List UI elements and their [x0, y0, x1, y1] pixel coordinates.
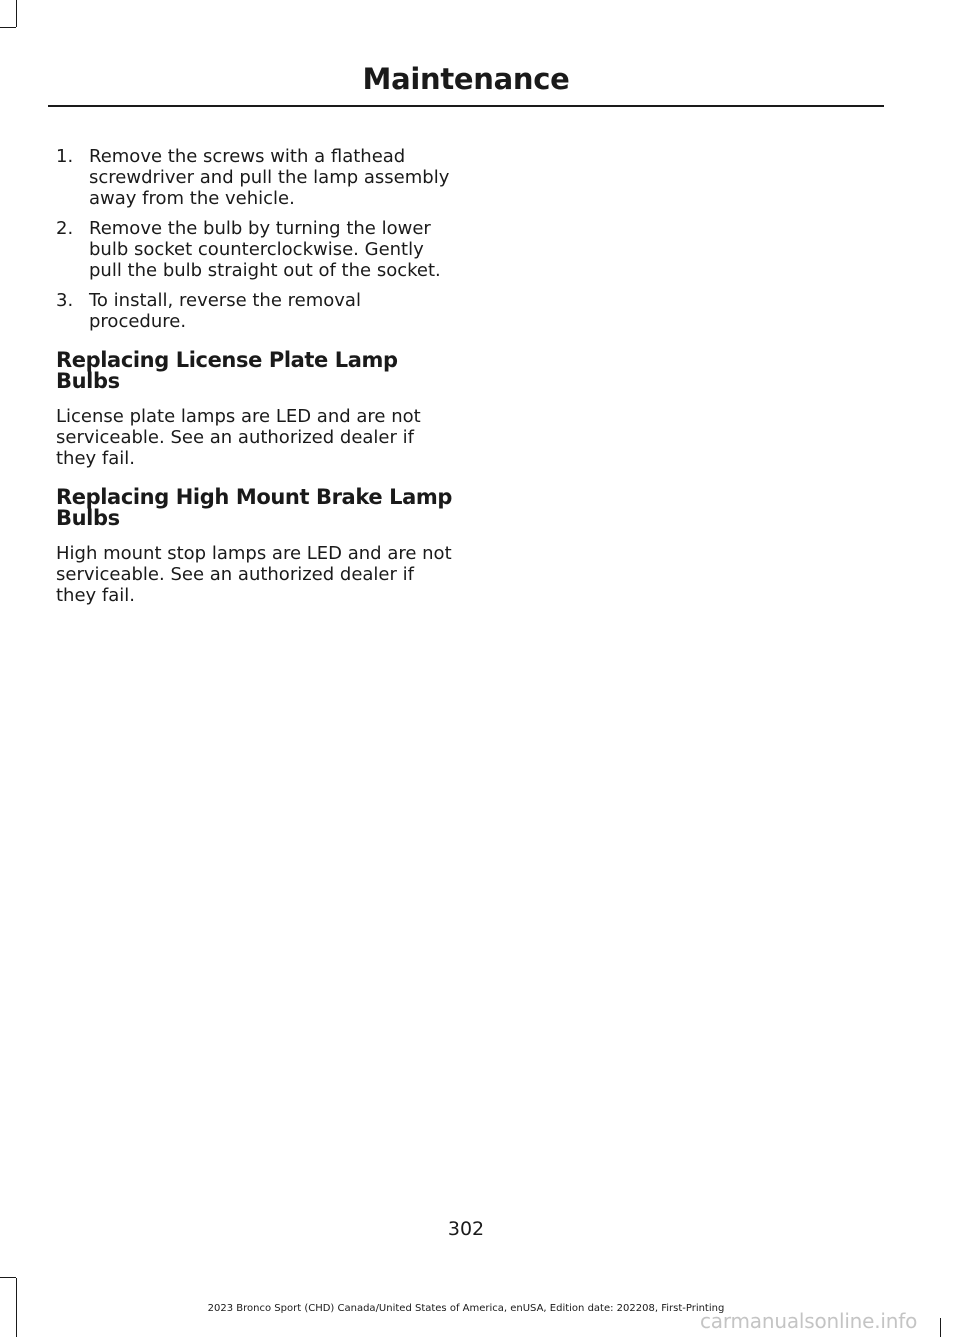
- section-heading-license-plate: Replacing License Plate Lamp Bulbs: [56, 348, 398, 393]
- crop-mark: [16, 0, 17, 27]
- list-item: [56, 146, 456, 209]
- crop-mark: [940, 1318, 941, 1337]
- crop-mark: [0, 1277, 16, 1278]
- header-divider: [48, 105, 884, 107]
- page-title: Maintenance: [362, 62, 570, 96]
- step-number: 3.: [56, 290, 74, 311]
- step-text: To install, reverse the removal procedure.: [89, 290, 361, 332]
- main-content: [56, 146, 456, 606]
- watermark-text: carmanualsonline.info: [700, 1309, 918, 1333]
- page-number: 302: [447, 1218, 485, 1240]
- instruction-list: [56, 146, 456, 332]
- step-text: Remove the screws with a flathead screwdriver and pull the lamp assembly away from the vehicle.: [89, 146, 450, 209]
- step-number: 1.: [56, 146, 74, 167]
- list-item: [56, 290, 456, 332]
- list-item: [56, 218, 456, 281]
- section-heading-high-mount-brake: Replacing High Mount Brake Lamp Bulbs: [56, 485, 452, 530]
- crop-mark: [0, 27, 16, 28]
- section-body-license-plate: License plate lamps are LED and are not serviceable. See an authorized dealer if they fail.: [56, 406, 421, 469]
- step-text: Remove the bulb by turning the lower bulb socket counterclockwise. Gently pull the bulb straight out of the socket.: [89, 218, 441, 281]
- step-number: 2.: [56, 218, 74, 239]
- edition-footer: 2023 Bronco Sport (CHD) Canada/United States of America, enUSA, Edition date: 202208, First-Printing: [207, 1303, 725, 1314]
- section-body-high-mount-brake: High mount stop lamps are LED and are not serviceable. See an authorized dealer if they fail.: [56, 543, 452, 606]
